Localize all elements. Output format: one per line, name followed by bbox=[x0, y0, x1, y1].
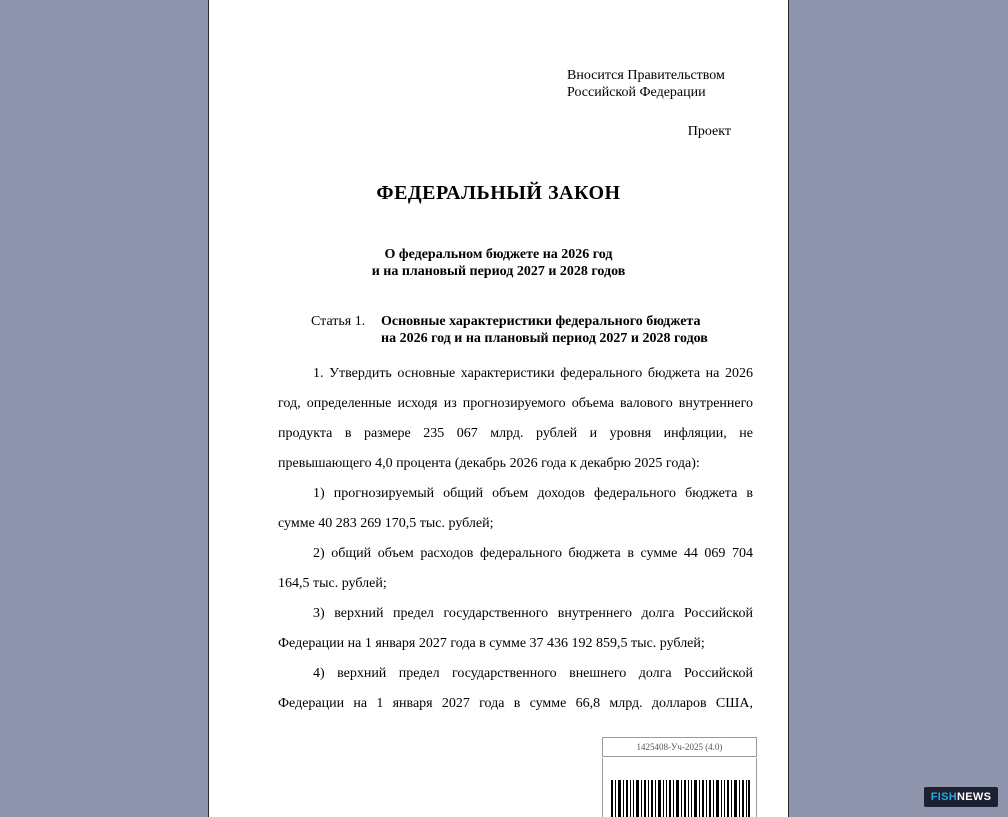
law-title-line-2: и на плановый период 2027 и 2028 годов bbox=[371, 264, 626, 279]
paragraph-5: 4) верхний предел государственного внешнего долга Российской Федерации на 1 января 2027 года в сумме 66,8 млрд. долларов США, bbox=[278, 666, 753, 711]
submitter-line-2: Российской Федерации bbox=[567, 85, 706, 100]
paragraph-3: 2) общий объем расходов федерального бюджета в сумме 44 069 704 164,5 тыс. рублей; bbox=[278, 546, 753, 591]
paragraph-2: 1) прогнозируемый общий объем доходов федерального бюджета в сумме 40 283 269 170,5 тыс. рублей; bbox=[278, 486, 753, 531]
barcode bbox=[602, 758, 757, 817]
article-name-line-2: на 2026 год и на плановый период 2027 и 2028 годов bbox=[381, 331, 708, 346]
article-heading bbox=[311, 313, 708, 347]
article-name bbox=[381, 313, 708, 347]
article-number: Статья 1. bbox=[311, 314, 366, 329]
submitter-line-1: Вносится Правительством bbox=[567, 68, 725, 83]
paragraph-1: 1. Утвердить основные характеристики федерального бюджета на 2026 год, определенные исходя из прогнозируемого объема валового внутреннего продукта в размере 235 067 млрд. рублей и уровня инфляции, не превышающего 4,0 процента (декабрь 2026 года к декабрю 2025 года): bbox=[278, 366, 753, 471]
document-page bbox=[208, 0, 789, 817]
law-type-heading: ФЕДЕРАЛЬНЫЙ ЗАКОН bbox=[376, 182, 621, 204]
article-name-line-1: Основные характеристики федерального бюджета bbox=[381, 314, 701, 329]
watermark-news: NEWS bbox=[957, 791, 992, 803]
draft-label: Проект bbox=[687, 124, 731, 139]
barcode-icon bbox=[611, 780, 750, 817]
watermark-fish: FISH bbox=[930, 791, 958, 803]
paragraph-4: 3) верхний предел государственного внутреннего долга Российской Федерации на 1 января 2027 года в сумме 37 436 192 859,5 тыс. рублей; bbox=[278, 606, 753, 651]
fishnews-watermark bbox=[924, 787, 998, 807]
registration-number: 1425408-Уч-2025 (4.0) bbox=[602, 737, 757, 757]
law-title-line-1: О федеральном бюджете на 2026 год bbox=[384, 247, 613, 262]
law-title bbox=[209, 246, 788, 280]
article-body bbox=[278, 359, 753, 719]
submitter-block bbox=[567, 67, 725, 101]
